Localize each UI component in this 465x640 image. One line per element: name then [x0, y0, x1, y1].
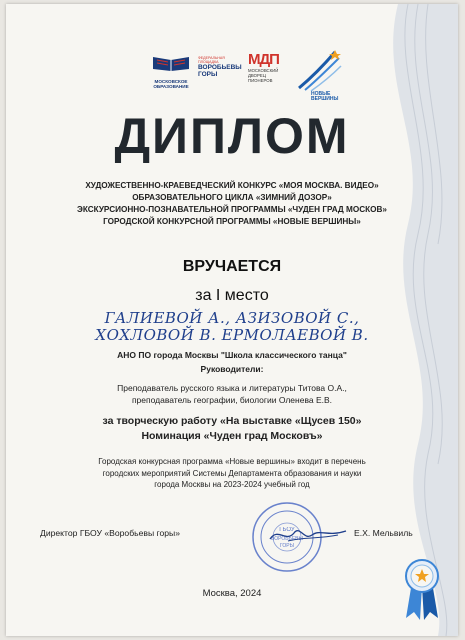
peak-swoosh-icon [295, 48, 345, 92]
recipient-names [6, 310, 458, 344]
director-name: Е.Х. Мельвиль [354, 528, 413, 538]
svg-text:ГОРЫ: ГОРЫ [279, 543, 295, 549]
note-line: города Москвы на 2023-2024 учебный год [154, 480, 310, 489]
leaders-label: Руководители: [200, 364, 264, 374]
diploma-title: ДИПЛОМ [114, 108, 350, 164]
moscow-education-logo [146, 54, 196, 89]
medal-ribbon-icon [402, 556, 442, 622]
school-name: АНО ПО города Москвы "Школа классического танца" [117, 350, 347, 360]
moscow-education-text: МОСКОВСКОЕ ОБРАЗОВАНИЕ [153, 79, 189, 89]
contest-line: ХУДОЖЕСТВЕННО-КРАЕВЕДЧЕСКИЙ КОНКУРС «МОЯ МОСКВА. ВИДЕО» [85, 181, 379, 190]
contest-line: ОБРАЗОВАТЕЛЬНОГО ЦИКЛА «ЗИМНИЙ ДОЗОР» [132, 193, 332, 202]
note-line: Городская конкурсная программа «Новые вершины» входит в перечень [98, 457, 366, 466]
contest-description [6, 180, 458, 228]
novye-vershiny-text: НОВЫЕ ВЕРШИНЫ [311, 91, 339, 102]
awarded-heading: ВРУЧАЕТСЯ [182, 258, 282, 275]
teacher-line: преподаватель географии, биологии Оленева Е.В. [131, 395, 333, 405]
dvorets-mark: МДП [248, 51, 279, 68]
diploma-sheet [6, 4, 458, 636]
contest-line: ГОРОДСКОЙ КОНКУРСНОЙ ПРОГРАММЫ «НОВЫЕ ВЕРШИНЫ» [103, 217, 361, 226]
director-label: Директор ГБОУ «Воробьевы горы» [40, 528, 180, 538]
contest-line: ЭКСКУРСИОННО-ПОЗНАВАТЕЛЬНОЙ ПРОГРАММЫ «ЧУДЕН ГРАД МОСКОВ» [77, 205, 387, 214]
svg-text:ВОРОБЬЕВЫ: ВОРОБЬЕВЫ [271, 536, 303, 542]
book-icon [151, 54, 191, 72]
vorobyovy-top-text: ФЕДЕРАЛЬНАЯ ПЛОЩАДКА [198, 56, 225, 64]
dvorets-pionerov-logo [248, 52, 290, 83]
work-description [6, 414, 458, 444]
vorobyovy-gory-logo [198, 56, 244, 78]
program-note [6, 456, 458, 491]
recipient-line: ХОХЛОВОЙ В. ЕРМОЛАЕВОЙ В. [95, 326, 369, 344]
place-text: за I место [195, 287, 269, 304]
svg-text:ГБОУ: ГБОУ [279, 527, 295, 533]
vorobyovy-name-text: ВОРОБЬЕВЫ ГОРЫ [198, 64, 242, 78]
teachers-list [6, 382, 458, 406]
city-year: Москва, 2024 [202, 588, 262, 599]
novye-vershiny-logo [295, 48, 345, 102]
note-line: городских мероприятий Системы Департамента образования и науки [102, 468, 362, 478]
dvorets-text: МОСКОВСКИЙ ДВОРЕЦ ПИОНЕРОВ [248, 68, 279, 83]
director-signature [268, 523, 348, 545]
work-line: за творческую работу «На выставке «Щусев 150» [102, 415, 362, 427]
teacher-line: Преподаватель русского языка и литературы Титова О.А., [117, 383, 347, 393]
work-line: Номинация «Чуден град Московъ» [141, 430, 323, 442]
recipient-line: ГАЛИЕВОЙ А., АЗИЗОВОЙ С., [104, 309, 360, 327]
